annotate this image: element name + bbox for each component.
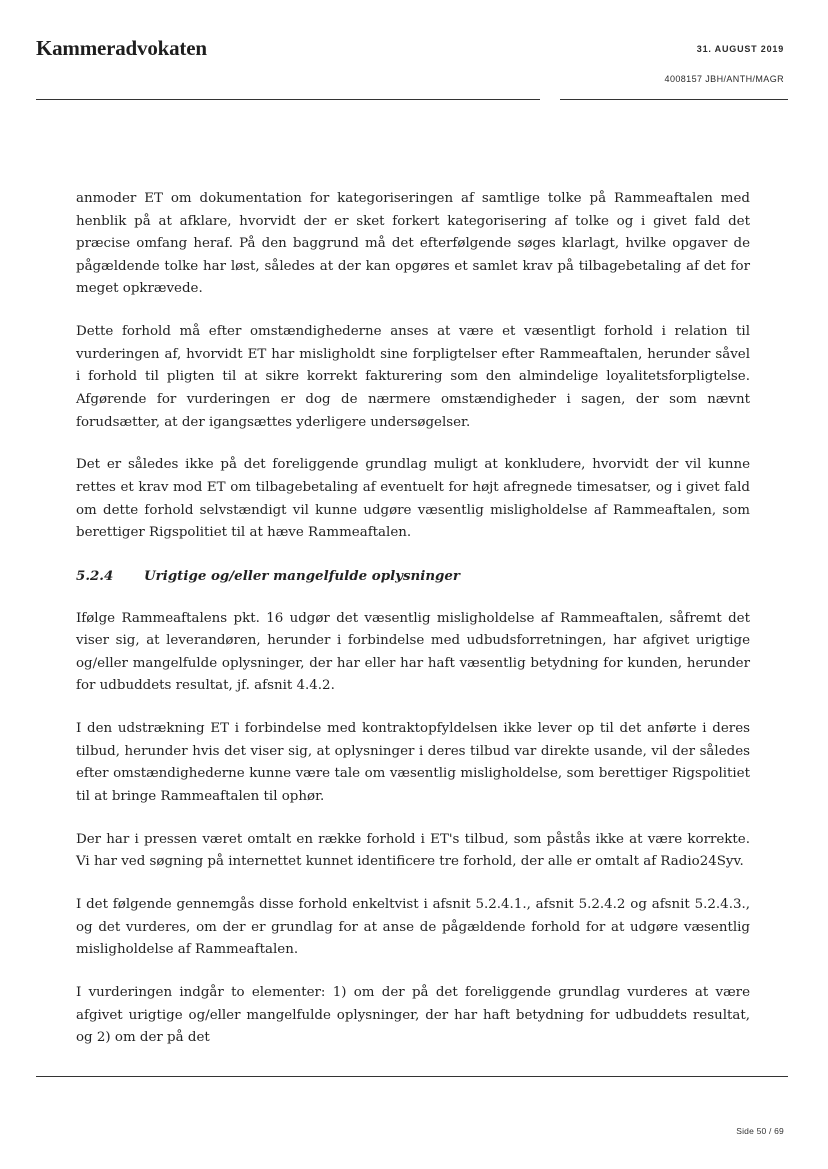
body-paragraph: I vurderingen indgår to elementer: 1) om der på det foreliggende grundlag vurderes at være afgivet urigtige og/eller mangelfulde oplysninger, der har haft betydning for udbuddets resultat, og 2) om der på det: [76, 985, 750, 1046]
section-number: 5.2.4: [76, 567, 114, 584]
body-paragraph: Der har i pressen været omtalt en række forhold i ET's tilbud, som påstås ikke at være korrekte. Vi har ved søgning på internettet kunnet identificere tre forhold, der alle er omtalt af Radio24Syv.: [76, 831, 750, 870]
page-number: Side 50 / 69: [736, 1126, 784, 1136]
body-paragraph: I det følgende gennemgås disse forhold enkeltvist i afsnit 5.2.4.1., afsnit 5.2.4.2 og afsnit 5.2.4.3., og det vurderes, om der er grundlag for at anse de pågældende forhold for at udgøre væsentlig misligholdelse af Rammeaftalen.: [76, 897, 750, 958]
footer-divider: [36, 1076, 788, 1077]
logo-kammeradvokaten: Kammeradvokaten: [36, 36, 207, 60]
body-paragraph: Det er således ikke på det foreliggende grundlag muligt at konkludere, hvorvidt der vil kunne rettes et krav mod ET om tilbagebetaling af eventuelt for højt afregnede timesatser, og i givet fald om dette forhold selvstændigt vil kunne udgøre væsentlig misligholdelse af Rammeaftalen, som berettiger Rigspolitiet til at hæve Rammeaftalen.: [76, 457, 750, 541]
body-paragraph: Dette forhold må efter omstændighederne anses at være et væsentligt forhold i relation til vurderingen af, hvorvidt ET har misligholdt sine forpligtelser efter Rammeaftalen, herunder såvel i forhold til pligten til at sikre korrekt fakturering som den almindelige loyalitetsforpligtelse. Afgørende for vurderingen er dog de nærmere omstændigheder i sagen, der som nævnt forudsætter, at der igangsættes yderligere undersøgelser.: [76, 324, 750, 430]
body-paragraph: I den udstrækning ET i forbindelse med kontraktopfyldelsen ikke lever op til det anførte i deres tilbud, herunder hvis det viser sig, at oplysninger i deres tilbud var direkte usande, vil der således efter omstændighederne kunne være tale om væsentlig misligholdelse, som berettiger Rigspolitiet til at bringe Rammeaftalen til ophør.: [76, 721, 750, 804]
body-paragraph: Ifølge Rammeaftalens pkt. 16 udgør det væsentlig misligholdelse af Rammeaftalen, såfremt det viser sig, at leverandøren, herunder i forbindelse med udbudsforretningen, har afgivet urigtige og/eller mangelfulde oplysninger, der har eller har haft væsentlig betydning for kunden, herunder for udbuddets resultat, jf. afsnit 4.4.2.: [76, 610, 750, 694]
section-heading: [76, 565, 750, 588]
header-divider-left: [36, 99, 540, 100]
document-body: [76, 188, 750, 1070]
body-paragraph: anmoder ET om dokumentation for kategoriseringen af samtlige tolke på Rammeaftalen med henblik på at afklare, hvorvidt der er sket forkert kategorisering af tolke og i givet fald det præcise omfang heraf. På den baggrund må det efterfølgende søges klarlagt, hvilke opgaver de pågældende tolke har løst, således at der kan opgøres et samlet krav på tilbagebetaling af det for meget opkrævede.: [76, 191, 750, 297]
section-title: Urigtige og/eller mangelfulde oplysninger: [144, 567, 460, 584]
document-reference: 4008157 JBH/ANTH/MAGR: [664, 74, 784, 84]
header-divider-right: [560, 99, 788, 100]
document-date: 31. AUGUST 2019: [696, 44, 784, 54]
